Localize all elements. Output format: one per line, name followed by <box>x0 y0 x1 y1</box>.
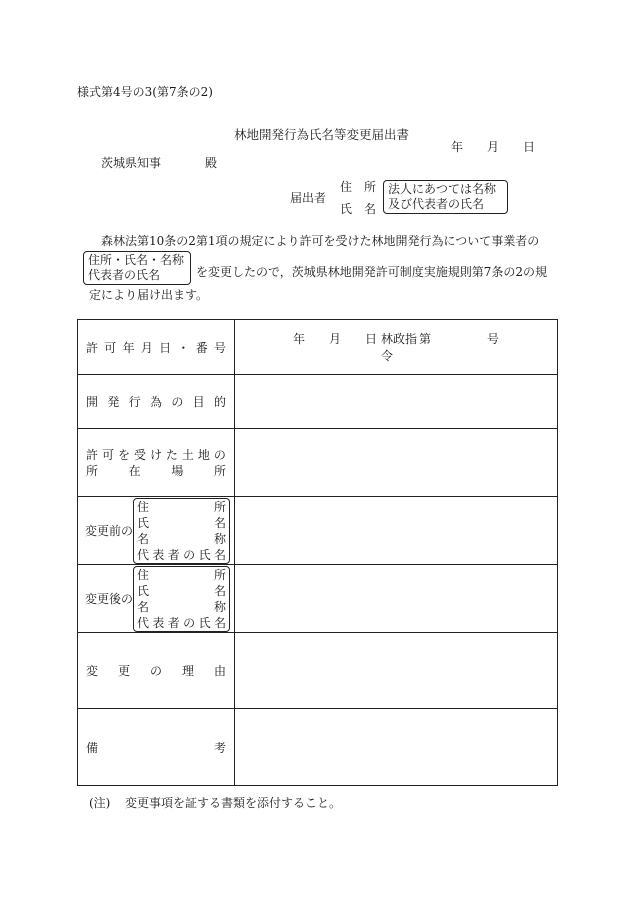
value-remarks[interactable] <box>235 709 558 786</box>
label-permit-date-number <box>78 320 235 375</box>
value-purpose[interactable] <box>235 375 558 429</box>
body-bracket-box <box>83 251 191 285</box>
before-change-prefix: 変更前の <box>85 524 134 538</box>
row-location <box>78 429 558 497</box>
body-box-line2: 代表者の氏名 <box>88 268 161 282</box>
row-reason <box>78 633 558 709</box>
row-permit-date-number <box>78 320 558 375</box>
row-remarks <box>78 709 558 786</box>
before-change-items: 住 所 氏 名 名 称 代 表 者 の 氏 名 <box>133 498 230 564</box>
label-remarks-text: 備 考 <box>86 740 226 755</box>
label-purpose-text: 開 発 行 為 の 目 的 <box>86 395 226 409</box>
notifier-label: 届出者 <box>290 191 327 205</box>
after-change-items: 住 所 氏 名 名 称 代 表 者 の 氏 名 <box>133 566 230 632</box>
notifier-corporate-note <box>383 180 508 214</box>
date-year-label: 年 <box>451 140 464 154</box>
row-purpose <box>78 375 558 429</box>
row-after-change <box>78 565 558 633</box>
label-location <box>78 429 235 497</box>
body-box-line1: 住所・氏名・名称 <box>88 253 185 267</box>
value-before-change[interactable] <box>235 497 558 565</box>
date-month-label: 月 <box>487 140 500 154</box>
form-number: 様式第4号の3(第7条の2) <box>77 85 213 99</box>
value-after-change[interactable] <box>235 565 558 633</box>
body-line3: 定により届け出ます。 <box>89 288 209 302</box>
addressee-honorific: 殿 <box>205 156 218 170</box>
label-permit-date-number-text: 許 可 年 月 日 ・ 番 号 <box>86 340 226 355</box>
row-before-change <box>78 497 558 565</box>
footnote-text: 変更事項を証する書類を添付すること。 <box>125 796 342 810</box>
notifier-note-line1: 法人にあつては名称 <box>388 182 497 196</box>
label-remarks <box>78 709 235 786</box>
label-reason-text: 変 更 の 理 由 <box>86 664 226 678</box>
change-form-table <box>77 319 558 786</box>
value-permit-date-number[interactable] <box>235 320 558 375</box>
value-location[interactable] <box>235 429 558 497</box>
label-after-change <box>78 565 235 633</box>
label-before-change <box>78 497 235 565</box>
label-location-text: 許 可 を 受 け た 土 地 の 所 在 場 所 <box>86 447 226 478</box>
body-line2: を変更したので，茨城県林地開発許可制度実施規則第7条の2の規 <box>196 265 548 279</box>
label-purpose <box>78 375 235 429</box>
notifier-address-label: 住 所 <box>340 180 377 194</box>
after-change-prefix: 変更後の <box>85 592 134 606</box>
date-day-label: 日 <box>523 140 536 154</box>
notifier-name-label: 氏 名 <box>340 202 377 216</box>
label-reason <box>78 633 235 709</box>
document-title: 林地開発行為氏名等変更届出書 <box>234 127 410 142</box>
addressee-name: 茨城県知事 <box>101 156 162 170</box>
permit-date-number-template: 年 月 日 林政指令 第 号 <box>293 332 500 363</box>
notifier-note-line2: 及び代表者の氏名 <box>388 197 485 211</box>
body-line1: 森林法第10条の2第1項の規定により許可を受けた林地開発行為について事業者の <box>101 234 540 248</box>
value-reason[interactable] <box>235 633 558 709</box>
footnote-label: (注) <box>89 796 111 810</box>
